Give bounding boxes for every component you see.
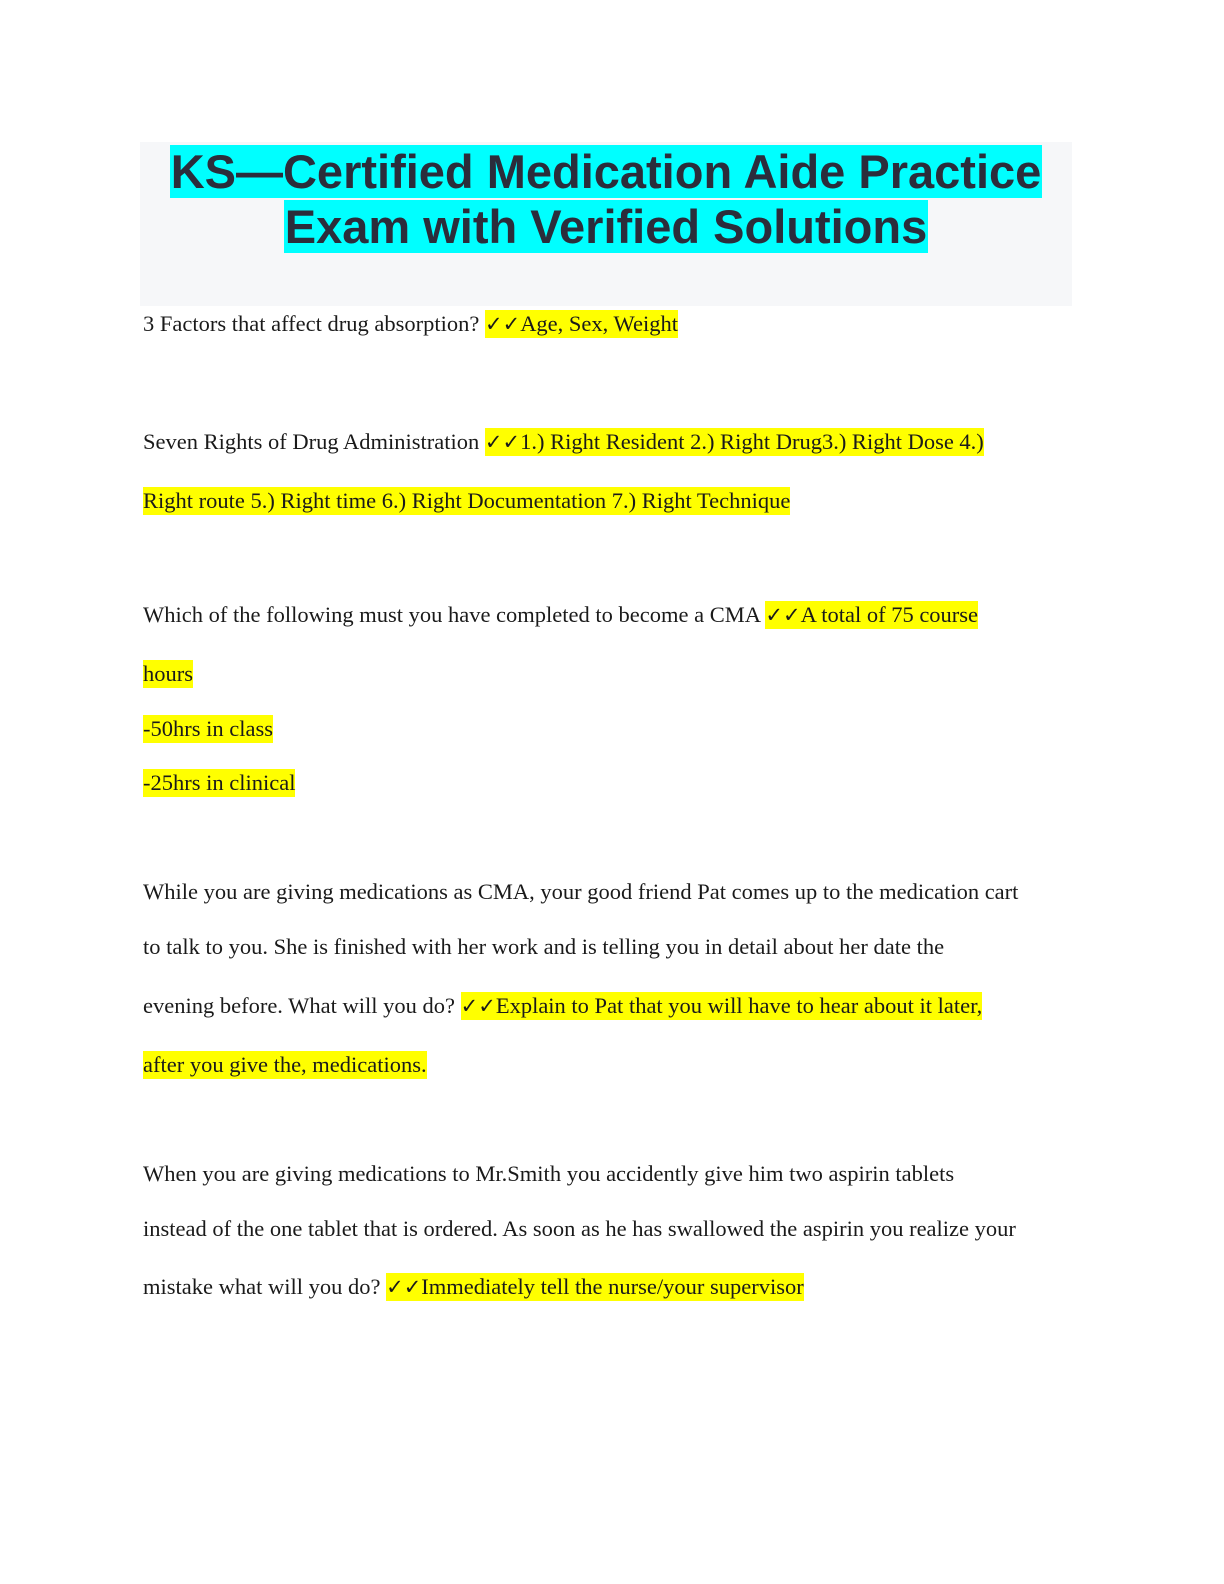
- qa-item-3-line-4: [143, 768, 295, 798]
- qa-item-5-line-2: [143, 1214, 1016, 1244]
- qa-item-4-line-4: [143, 1050, 427, 1080]
- question-text: mistake what will you do?: [143, 1274, 381, 1299]
- qa-item-3-line-1: [143, 600, 978, 630]
- answer-highlight: [765, 601, 978, 629]
- qa-item-2-line-2: [143, 486, 790, 516]
- qa-item-4-line-1: [143, 877, 1018, 907]
- answer-highlight: [386, 1273, 804, 1301]
- answer-highlight: [461, 992, 983, 1020]
- answer-text: Right route 5.) Right time 6.) Right Documentation 7.) Right Technique: [143, 488, 791, 513]
- question-text: instead of the one tablet that is ordered. As soon as he has swallowed the aspirin you realize your: [143, 1216, 1016, 1241]
- question-text: When you are giving medications to Mr.Smith you accidently give him two aspirin tablets: [143, 1161, 955, 1186]
- answer-text: -25hrs in clinical: [143, 770, 296, 795]
- double-check-icon: ✓✓: [765, 603, 801, 627]
- qa-item-5-line-3: [143, 1272, 804, 1302]
- answer-text: -50hrs in class: [143, 716, 273, 741]
- qa-item-4-line-2: [143, 932, 944, 962]
- question-text: to talk to you. She is finished with her work and is telling you in detail about her date the: [143, 934, 945, 959]
- qa-item-3-line-2: [143, 659, 193, 689]
- answer-text: Explain to Pat that you will have to hear about it later,: [495, 993, 983, 1018]
- double-check-icon: ✓✓: [460, 994, 496, 1018]
- answer-text: hours: [143, 661, 193, 686]
- double-check-icon: ✓✓: [484, 312, 521, 336]
- qa-item-4-line-3: [143, 991, 982, 1021]
- question-text: While you are giving medications as CMA, your good friend Pat comes up to the medication cart: [143, 879, 1019, 904]
- answer-text: Age, Sex, Weight: [520, 311, 678, 336]
- qa-item-3-line-3: [143, 714, 273, 744]
- question-text: 3 Factors that affect drug absorption?: [143, 311, 480, 336]
- double-check-icon: ✓✓: [484, 430, 521, 454]
- double-check-icon: ✓✓: [386, 1275, 422, 1299]
- question-text: Which of the following must you have completed to become a CMA: [143, 602, 760, 627]
- qa-item-1: [143, 309, 678, 339]
- qa-item-2-line-1: [143, 427, 984, 457]
- answer-text: A total of 75 course: [800, 602, 979, 627]
- answer-text: 1.) Right Resident 2.) Right Drug3.) Right Dose 4.): [520, 429, 984, 454]
- answer-text: after you give the, medications.: [143, 1052, 427, 1077]
- answer-highlight: [485, 310, 678, 338]
- qa-item-5-line-1: [143, 1159, 954, 1189]
- title-box: [140, 142, 1072, 306]
- title-highlight: KS—Certified Medication Aide Practice Exam with Verified Solutions: [170, 145, 1042, 253]
- answer-text: Immediately tell the nurse/your supervisor: [421, 1274, 804, 1299]
- answer-highlight: [485, 428, 984, 456]
- question-text: Seven Rights of Drug Administration: [143, 429, 480, 454]
- document-title: [140, 142, 1072, 254]
- question-text: evening before. What will you do?: [143, 993, 455, 1018]
